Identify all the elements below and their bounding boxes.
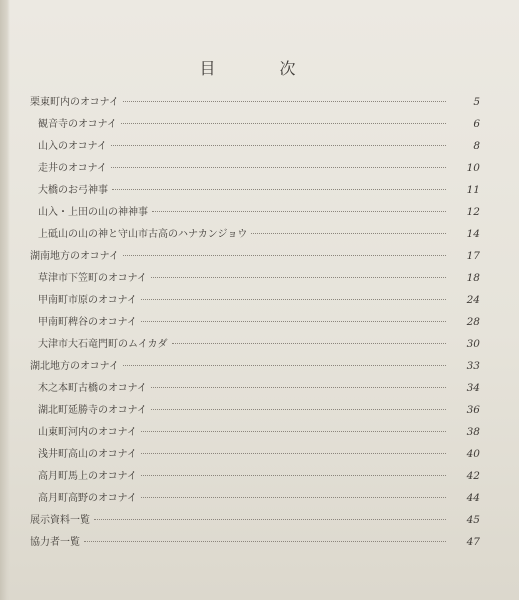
toc-page-number: 44 [466,492,480,504]
dot-leader [112,188,446,190]
toc-page-number: 14 [466,228,480,240]
toc-entry-title: 高月町高野のオコナイ [38,493,137,504]
dot-leader [141,452,446,454]
toc-entry-title: 山東町河内のオコナイ [38,427,137,438]
toc-entry [38,158,480,178]
toc-entry [30,92,480,112]
toc-page-number: 18 [466,272,480,284]
toc-entry [38,268,480,288]
toc-page-number: 34 [466,382,480,394]
dot-leader [111,144,446,146]
toc-page-number: 8 [473,140,480,152]
toc-entry-title: 大橋のお弓神事 [38,185,108,196]
dot-leader [123,254,446,256]
dot-leader [141,496,446,498]
toc-entry [38,180,480,200]
toc-page-number: 5 [473,96,480,108]
toc-page-number: 24 [466,294,480,306]
toc-page-number: 17 [466,250,480,262]
dot-leader [151,408,446,410]
dot-leader [251,232,446,234]
dot-leader [141,298,446,300]
toc-page-number: 6 [473,118,480,130]
toc-entry [38,202,480,222]
toc-entry-title: 甲南町稗谷のオコナイ [38,317,137,328]
toc-entry [38,444,480,464]
toc-page-number: 36 [466,404,480,416]
dot-leader [121,122,446,124]
toc-entry-title: 湖北地方のオコナイ [30,361,119,372]
dot-leader [152,210,446,212]
dot-leader [123,364,446,366]
toc-page-number: 38 [466,426,480,438]
toc-entry [38,334,480,354]
toc-entry [38,312,480,332]
toc-entry [38,224,480,244]
toc-entry-title: 山入・上田の山の神神事 [38,207,148,218]
dot-leader [172,342,447,344]
page-title: 目 次 [199,59,320,78]
toc-page-number: 11 [466,184,480,196]
dot-leader [123,100,446,102]
toc-page-number: 33 [466,360,480,372]
toc-entry [38,400,480,420]
page-binding-shadow [0,0,10,600]
toc-page-number: 12 [466,206,480,218]
toc-entry [38,422,480,442]
toc-entry-title: 大津市大石竜門町のムイカダ [38,339,168,350]
toc-entry [38,114,480,134]
toc-page-number: 45 [466,514,480,526]
toc-entry-title: 草津市下笠町のオコナイ [38,273,147,284]
toc-entry [38,488,480,508]
toc-entry-title: 協力者一覧 [30,537,80,548]
toc-entry [30,532,480,552]
toc-entry-title: 観音寺のオコナイ [38,119,117,130]
toc-page-number: 42 [466,470,480,482]
dot-leader [111,166,446,168]
toc-entry-title: 上砥山の山の神と守山市古高のハナカンジョウ [38,229,248,240]
dot-leader [141,474,446,476]
dot-leader [141,430,446,432]
toc-entry [30,356,480,376]
dot-leader [141,320,446,322]
toc-page-number: 28 [466,316,480,328]
toc-entry-title: 湖北町延勝寺のオコナイ [38,405,147,416]
toc-entry [38,466,480,486]
toc-entry-title: 甲南町市原のオコナイ [38,295,137,306]
dot-leader [151,276,446,278]
toc-entry-title: 浅井町高山のオコナイ [38,449,137,460]
toc-entry-title: 山入のオコナイ [38,141,107,152]
toc-entry [38,136,480,156]
toc-entry-title: 木之本町古橋のオコナイ [38,383,147,394]
toc-entry-title: 湖南地方のオコナイ [30,251,119,262]
toc-page-number: 10 [466,162,480,174]
toc-entry [38,378,480,398]
dot-leader [151,386,446,388]
toc-entry [30,246,480,266]
toc-page-number: 30 [466,338,480,350]
toc-entry [38,290,480,310]
toc-page-number: 47 [466,536,480,548]
dot-leader [84,540,446,542]
toc-entry-title: 走井のオコナイ [38,163,107,174]
toc-entry [30,510,480,530]
toc-entry-title: 展示資料一覧 [30,515,90,526]
toc-entry-title: 栗東町内のオコナイ [30,97,119,108]
dot-leader [94,518,446,520]
toc-page-number: 40 [466,448,480,460]
toc-entry-title: 高月町馬上のオコナイ [38,471,137,482]
